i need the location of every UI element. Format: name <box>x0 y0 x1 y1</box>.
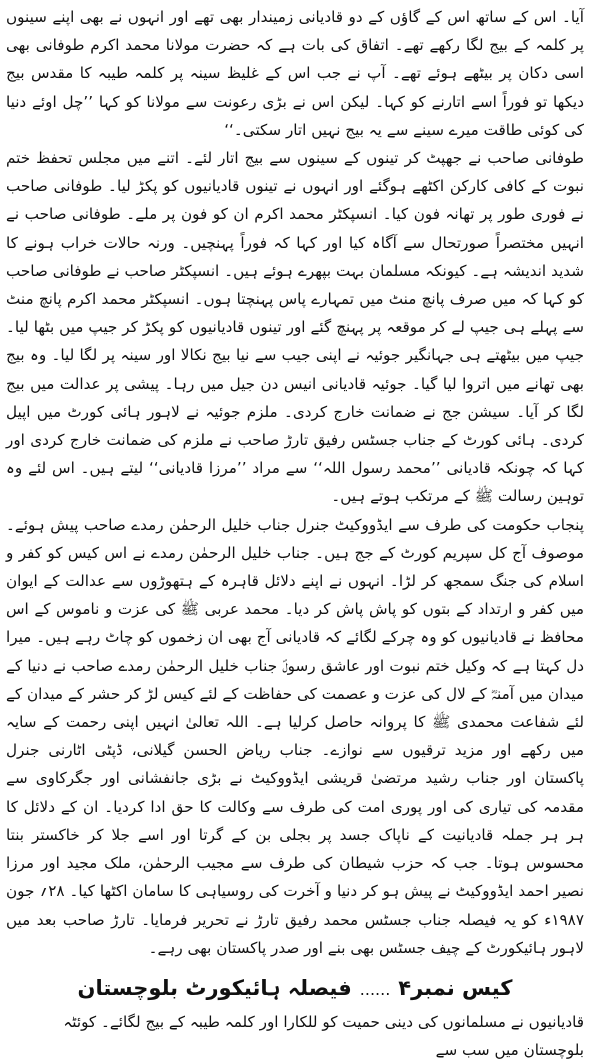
paragraph-1: آیا۔ اس کے ساتھ اس کے گاؤں کے دو قادیانی زمیندار بھی تھے اور انہوں نے بھی اپنے سینوں پر کلمہ کے بیج لگا رکھے تھے۔ اتفاق کی بات ہے کہ حضرت مولانا محمد اکرم طوفانی بھی اسی دکان پر بیٹھے ہوئے تھے۔ آپ نے جب اس کے غلیظ سینہ پر کلمہ طیبہ کا مقدس بیج دیکھا تو فوراً اسے اتارنے کو کہا۔ لیکن اس نے بڑی رعونت سے مولانا کو کہا ’’چل اوئے دنیا کی کوئی طاقت میرے سینے سے یہ بیج نہیں اتار سکتی۔‘‘ <box>6 8 584 139</box>
paragraph-2: طوفانی صاحب نے جھپٹ کر تینوں کے سینوں سے بیج اتار لئے۔ اتنے میں مجلس تحفظ ختم نبوت کے کافی کارکن اکٹھے ہوگئے اور انہوں نے تینوں قادیانیوں کو پکڑ لیا۔ طوفانی صاحب نے فوری طور پر تھانہ فون کیا۔ انسپکٹر محمد اکرم ان کو فون پر ملے۔ طوفانی صاحب نے انہیں مختصراً صورتحال سے آگاہ کیا اور کہا کہ فوراً پہنچیں۔ ورنہ حالات خراب ہونے کا شدید اندیشہ ہے۔ کیونکہ مسلمان بہت بپھرے ہوئے ہیں۔ انسپکٹر صاحب نے طوفانی صاحب کو کہا کہ میں صرف پانچ منٹ میں تمہارے پاس پہنچتا ہوں۔ انسپکٹر محمد اکرم پانچ منٹ سے پہلے ہی جیپ لے کر موقعہ پر پہنچ گئے اور تینوں قادیانیوں کو پکڑ کر جیپ میں بٹھا لیا۔ جیپ میں بیٹھتے ہی جہانگیر جوئیہ نے اپنی جیب سے نیا بیج نکالا اور سینہ پر لگا لیا۔ وہ بیج بھی تھانے میں اتروا لیا گیا۔ جوئیہ قادیانی انیس دن جیل میں رہا۔ پیشی پر عدالت میں بیج لگا کر آیا۔ سیشن جج نے ضمانت خارج کردی۔ ملزم جوئیہ نے لاہور ہائی کورٹ میں اپیل کردی۔ ہائی کورٹ کے جناب جسٹس رفیق تارڑ صاحب نے ملزم کی ضمانت خارج کردی اور کہا کہ چونکہ قادیانی ’’محمد رسول اللہ‘‘ سے مراد ’’مرزا قادیانی‘‘ لیتے ہیں۔ اس لئے وہ توہین رسالت ﷺ کے مرتکب ہوتے ہیں۔ <box>6 149 584 506</box>
paragraph-3: پنجاب حکومت کی طرف سے ایڈووکیٹ جنرل جناب خلیل الرحمٰن رمدے صاحب پیش ہوئے۔ موصوف آج کل سپریم کورٹ کے جج ہیں۔ جناب خلیل الرحمٰن رمدے نے اس کیس کو کفر و اسلام کی جنگ سمجھ کر لڑا۔ انہوں نے اپنے دلائل قاہرہ کے ہتھوڑوں سے عدالت کے ایوان میں کفر و ارتداد کے بتوں کو پاش پاش کر دیا۔ محمد عربی ﷺ کی عزت و ناموس کے اس محافظ نے قادیانیوں کو وہ چرکے لگائے کہ قادیانی آج بھی ان زخموں کو چاٹ رہے ہیں۔ میرا دل کہتا ہے کہ وکیل ختم نبوت اور عاشق رسولؐ جناب خلیل الرحمٰن رمدے صاحب نے دنیا کے میدان میں آمنہؓ کے لال کی عزت و عصمت کی حفاظت کے لئے کیس لڑ کر حشر کے میدان کے لئے شفاعت محمدی ﷺ کا پروانہ حاصل کرلیا ہے۔ اللہ تعالیٰ انہیں اپنی رحمت کے سایہ میں رکھے اور مزید ترقیوں سے نوازے۔ جناب ریاض الحسن گیلانی، ڈپٹی اٹارنی جنرل پاکستان اور جناب رشید مرتضیٰ قریشی ایڈووکیٹ نے بڑی جانفشانی اور جگرکاوی سے مقدمہ کی تیاری کی اور پوری امت کی طرف سے وکالت کا حق ادا کردیا۔ ان کے دلائل کا ہر ہر جملہ قادیانیت کے ناپاک جسد پر بجلی بن کے گرتا اور اسے جلا کر خاکستر بنتا محسوس ہوتا۔ جب کہ حزب شیطان کی طرف سے مجیب الرحمٰن، ملک مجید اور مرزا نصیر احمد ایڈووکیٹ نے پیش ہو کر دنیا و آخرت کی روسیاہی کا سامان اکٹھا کیا۔ ۲۸؍ جون ۱۹۸۷ء کو یہ فیصلہ جناب جسٹس محمد رفیق تارڑ نے تحریر فرمایا۔ تارڑ صاحب بعد میں لاہور ہائیکورٹ کے چیف جسٹس بھی بنے اور صدر پاکستان بھی رہے۔ <box>6 515 584 957</box>
paragraph-4: قادیانیوں نے مسلمانوں کی دینی حمیت کو للکارا اور کلمہ طیبہ کے بیج لگائے۔ کوئٹہ بلوچستان میں سب سے <box>63 1012 584 1059</box>
case-title: فیصلہ ہائیکورٹ بلوچستان <box>77 975 352 1000</box>
case-heading <box>6 968 584 1008</box>
case-number: کیس نمبر۴ <box>398 975 513 1000</box>
heading-separator: ...... <box>359 979 391 999</box>
